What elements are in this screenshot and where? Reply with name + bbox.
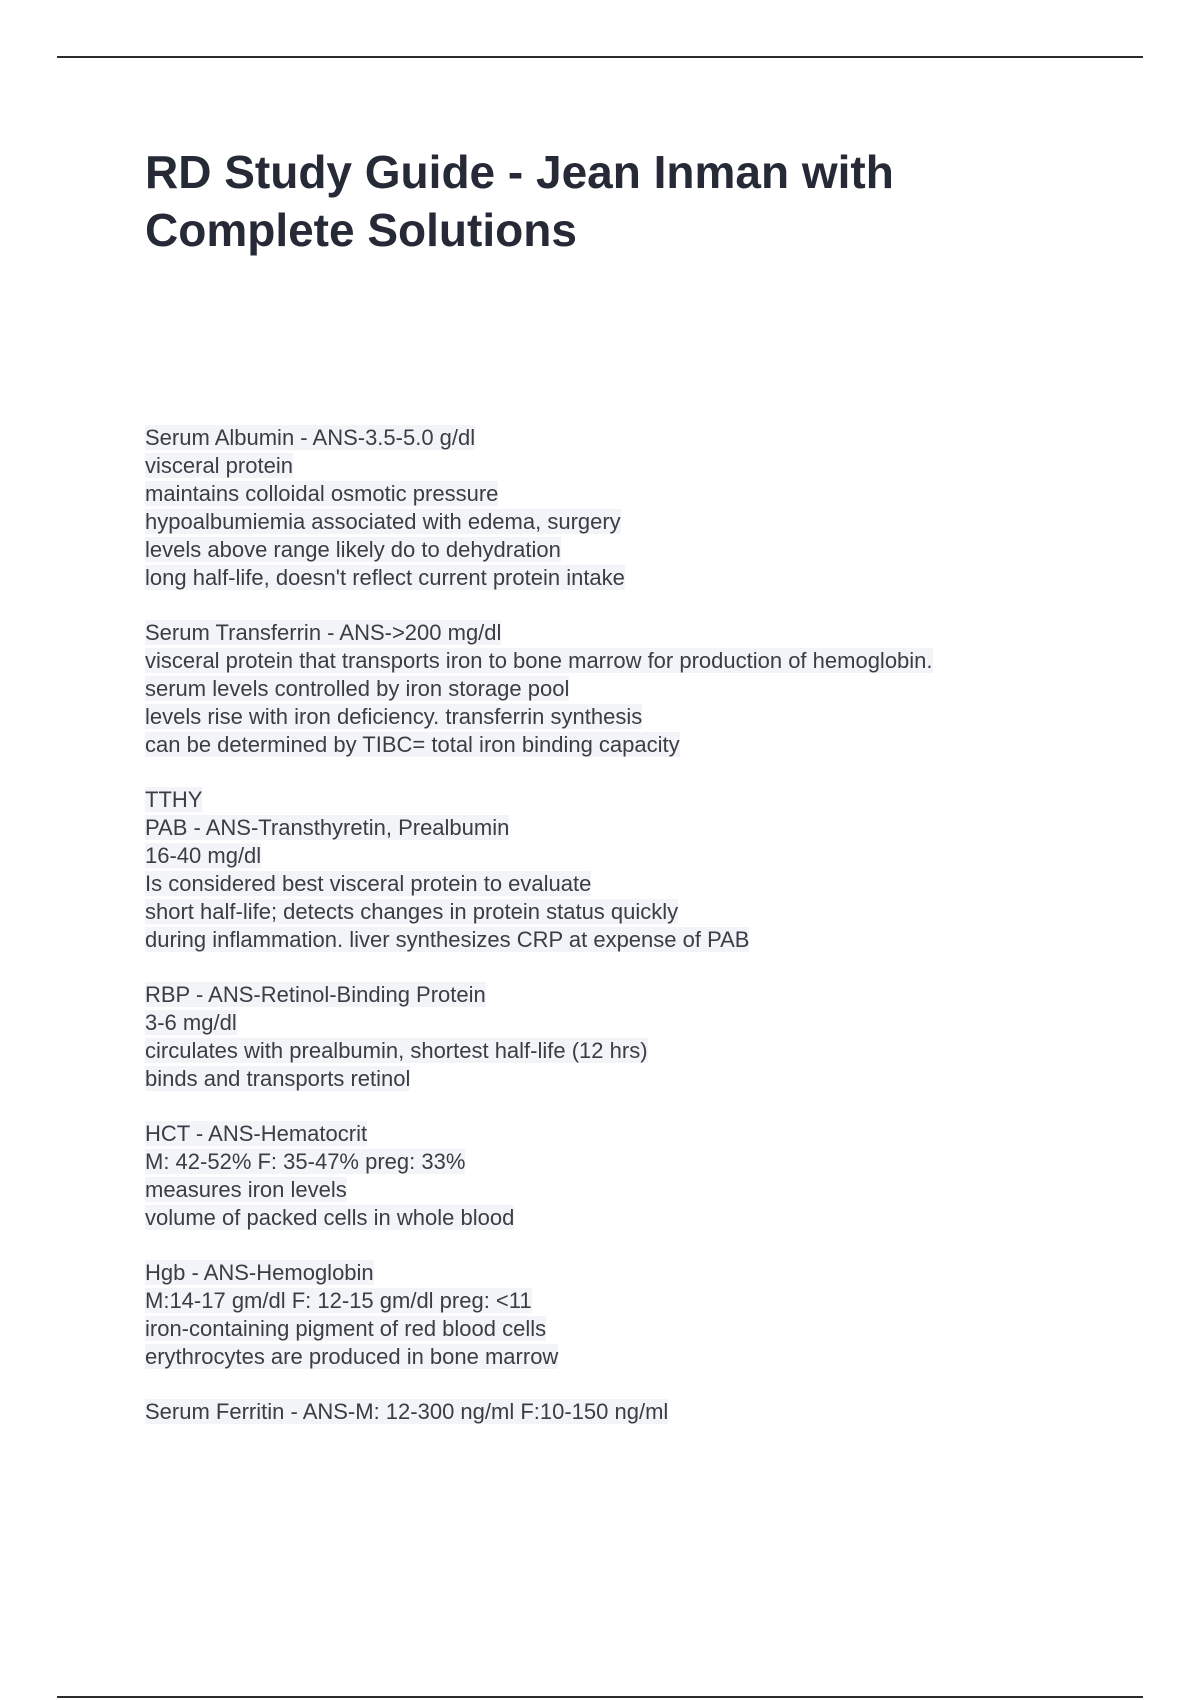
qa-entry <box>145 619 1105 759</box>
qa-entry <box>145 1120 1105 1232</box>
qa-answer-line <box>145 675 1105 703</box>
qa-entry <box>145 786 1105 954</box>
qa-line-text: visceral protein that transports iron to bone marrow for production of hemoglobin. <box>145 648 933 673</box>
qa-answer-line <box>145 1204 1105 1232</box>
qa-question-line <box>145 786 1105 814</box>
qa-answer-line <box>145 508 1105 536</box>
qa-entry <box>145 424 1105 592</box>
qa-answer-line <box>145 1176 1105 1204</box>
qa-answer-line <box>145 480 1105 508</box>
qa-line-text: levels rise with iron deficiency. transferrin synthesis <box>145 704 643 729</box>
qa-answer-line <box>145 814 1105 842</box>
qa-line-text: levels above range likely do to dehydration <box>145 537 561 562</box>
qa-answer-line <box>145 1315 1105 1343</box>
qa-line-text: Is considered best visceral protein to evaluate <box>145 871 592 896</box>
qa-question-line <box>145 981 1105 1009</box>
qa-answer-line <box>145 898 1105 926</box>
qa-line-text: M:14-17 gm/dl F: 12-15 gm/dl preg: <11 <box>145 1288 532 1313</box>
qa-line-text: serum levels controlled by iron storage pool <box>145 676 570 701</box>
qa-answer-line <box>145 1037 1105 1065</box>
qa-answer-line <box>145 1009 1105 1037</box>
qa-line-text: hypoalbumiemia associated with edema, surgery <box>145 509 621 534</box>
qa-line-text: short half-life; detects changes in protein status quickly <box>145 899 679 924</box>
qa-line-text: circulates with prealbumin, shortest half-life (12 hrs) <box>145 1038 648 1063</box>
qa-line-text: long half-life, doesn't reflect current protein intake <box>145 565 625 590</box>
qa-question-line <box>145 1398 1105 1426</box>
qa-question-line <box>145 619 1105 647</box>
qa-line-text: TTHY <box>145 787 203 812</box>
page-title: RD Study Guide - Jean Inman with Complete Solutions <box>145 146 894 256</box>
qa-entry <box>145 981 1105 1093</box>
qa-line-text: during inflammation. liver synthesizes CRP at expense of PAB <box>145 927 750 952</box>
qa-line-text: HCT - ANS-Hematocrit <box>145 1121 368 1146</box>
qa-line-text: Hgb - ANS-Hemoglobin <box>145 1260 374 1285</box>
qa-answer-line <box>145 564 1105 592</box>
qa-line-text: 3-6 mg/dl <box>145 1010 237 1035</box>
qa-answer-line <box>145 703 1105 731</box>
qa-answer-line <box>145 1148 1105 1176</box>
qa-question-line <box>145 424 1105 452</box>
top-rule <box>57 56 1143 58</box>
qa-line-text: maintains colloidal osmotic pressure <box>145 481 499 506</box>
qa-answer-line <box>145 1343 1105 1371</box>
qa-answer-line <box>145 926 1105 954</box>
qa-answer-line <box>145 842 1105 870</box>
qa-answer-line <box>145 731 1105 759</box>
qa-line-text: Serum Albumin - ANS-3.5-5.0 g/dl <box>145 425 476 450</box>
qa-question-line <box>145 1120 1105 1148</box>
qa-line-text: RBP - ANS-Retinol-Binding Protein <box>145 982 486 1007</box>
qa-line-text: binds and transports retinol <box>145 1066 411 1091</box>
qa-question-line <box>145 1259 1105 1287</box>
qa-answer-line <box>145 870 1105 898</box>
qa-entry <box>145 1259 1105 1371</box>
qa-line-text: Serum Transferrin - ANS->200 mg/dl <box>145 620 502 645</box>
qa-line-text: iron-containing pigment of red blood cells <box>145 1316 547 1341</box>
qa-line-text: volume of packed cells in whole blood <box>145 1205 515 1230</box>
qa-entry <box>145 1398 1105 1426</box>
qa-answer-line <box>145 536 1105 564</box>
qa-list <box>145 424 1105 1453</box>
qa-line-text: M: 42-52% F: 35-47% preg: 33% <box>145 1149 466 1174</box>
qa-line-text: 16-40 mg/dl <box>145 843 262 868</box>
qa-line-text: can be determined by TIBC= total iron binding capacity <box>145 732 680 757</box>
qa-answer-line <box>145 647 1105 675</box>
qa-answer-line <box>145 1287 1105 1315</box>
qa-answer-line <box>145 452 1105 480</box>
qa-line-text: PAB - ANS-Transthyretin, Prealbumin <box>145 815 510 840</box>
bottom-rule <box>57 1696 1143 1698</box>
qa-line-text: visceral protein <box>145 453 293 478</box>
qa-answer-line <box>145 1065 1105 1093</box>
qa-line-text: Serum Ferritin - ANS-M: 12-300 ng/ml F:10-150 ng/ml <box>145 1399 669 1424</box>
qa-line-text: erythrocytes are produced in bone marrow <box>145 1344 559 1369</box>
qa-line-text: measures iron levels <box>145 1177 347 1202</box>
